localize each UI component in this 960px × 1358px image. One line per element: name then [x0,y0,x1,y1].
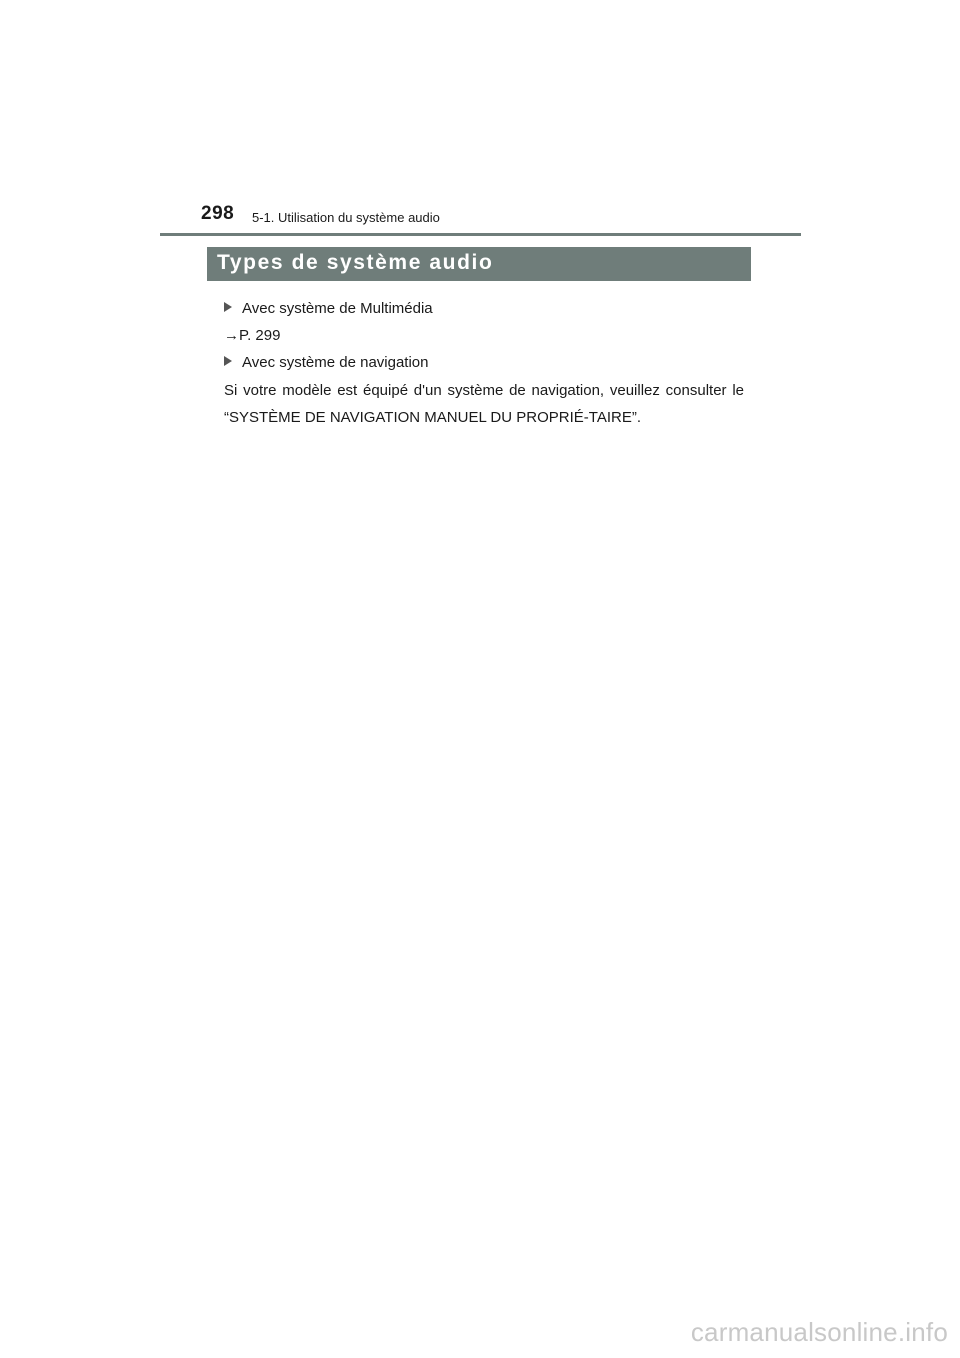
bullet-item-navigation [224,354,429,371]
bullet-text: Avec système de Multimédia [242,300,433,317]
section-header [207,247,751,281]
page-reference-text: P. 299 [239,327,281,344]
page-reference[interactable] [224,327,280,344]
page-number: 298 [201,203,235,224]
triangle-bullet-icon [224,356,232,366]
chapter-title: 5-1. Utilisation du système audio [252,210,440,225]
section-title: Types de système audio [217,251,494,274]
bullet-text: Avec système de navigation [242,354,429,371]
arrow-icon: → [224,327,239,344]
header-rule [160,233,801,236]
triangle-bullet-icon [224,302,232,312]
body-paragraph: Si votre modèle est équipé d'un système de navigation, veuillez consulter le “SYSTÈME DE NAVIGATION MANUEL DU PROPRIÉ-TAIRE”. [224,382,744,426]
watermark: carmanualsonline.info [690,1317,948,1347]
bullet-item-multimedia [224,300,433,317]
